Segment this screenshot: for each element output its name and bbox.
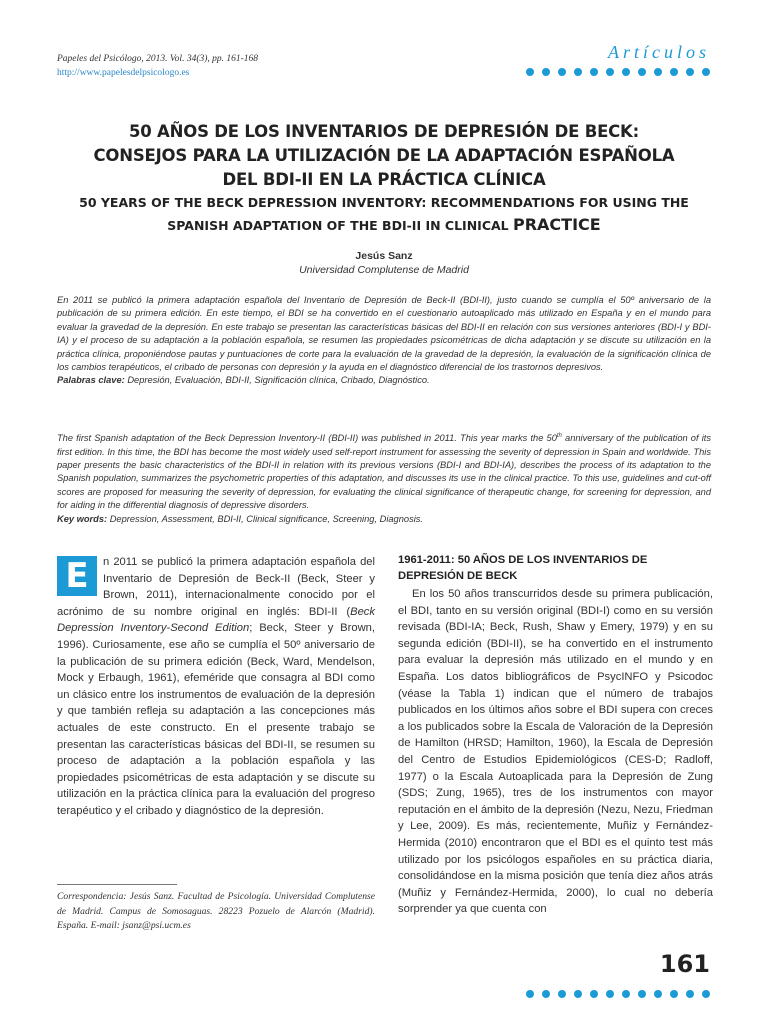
drop-cap: E [57,556,97,596]
intro-text-a: n 2011 se publicó la primera adaptación española del Inventario de Depresión de Beck-II (Beck, Steer y Brown, 2011), internacionalmente conocido por el acrónimo de su nombre original en inglés: BDI-II ( [57,556,375,618]
title-en-line-2-text: SPANISH ADAPTATION OF THE BDI-II IN CLINICAL [167,218,509,233]
title-en-line-2 [60,214,708,237]
section-heading: 1961-2011: 50 AÑOS DE LOS INVENTARIOS DE DEPRESIÓN DE BECK [398,554,648,582]
correspondence-note: Correspondencia: Jesús Sanz. Facultad de Psicología. Universidad Complutense de Madrid. Campus de Somosaguas. 28223 Pozuelo de Alarcón (Madrid). España. E-mail: jsanz@psi.ucm.es [57,891,375,931]
body-column-left [57,554,375,820]
body-column-right [398,552,713,918]
title-es-line-2: CONSEJOS PARA LA UTILIZACIÓN DE LA ADAPTACIÓN ESPAÑOLA [93,146,675,165]
abstract-en-text: The first Spanish adaptation of the Beck Depression Inventory-II (BDI-II) was published in 2011. This year marks the 50th anniversary of the publication of its first edition. In this time, the BDI has become the most widely used self-report instrument for assessing the severity of depression in Spain and worldwide. This paper presents the basic characteristics of the BDI-II in relation with its previous versions (BDI-I and BDI-IA), describes the process of its adaptation to the Spanish population, summarizes the psychometric properties of this adaptation, and discusses its use in the clinical practice. To this use, guidelines and cut-off scores are proposed for measuring the severity of depression, for evaluating the clinical significance of therapeutic change, for screening for depression, and for aiding in the differential diagnosis of depressive disorders. [57,433,712,511]
title-english [60,192,708,237]
journal-reference [57,52,258,80]
intro-text-b: ; Beck, Steer y Brown, 1996). Curiosamente, ese año se cumplía el 50º aniversario de la publicación de su primera edición (Beck, Ward, Mendelson, Mock y Erbaugh, 1961), efeméride que consagra al BDI como un clásico entre los instrumentos de evaluación de la depresión y que también refleja su adaptación a las concepciones más actuales de este constructo. En el presente trabajo se presentan las características básicas del BDI-II, se resumen su proceso de adaptación a la población española y las propiedades psicométricas de esta adaptación y se discute su utilización en la práctica clínica para la evaluación del progreso terapéutico y el cribado y diagnóstico de la depresión. [57,622,375,817]
keywords-es-text: Depresión, Evaluación, BDI-II, Significación clínica, Cribado, Diagnóstico. [127,375,430,386]
author-affiliation: Universidad Complutense de Madrid [299,264,469,276]
journal-citation: Papeles del Psicólogo, 2013. Vol. 34(3), pp. 161-168 [57,54,259,64]
abstract-english [57,430,711,526]
title-en-line-2-end: PRACTICE [513,215,601,234]
footnote-divider [57,884,177,885]
top-dots-decoration [526,68,710,76]
author-name: Jesús Sanz [355,250,413,262]
keywords-en-text: Depression, Assessment, BDI-II, Clinical significance, Screening, Diagnosis. [109,513,424,524]
page-number: 161 [659,950,710,978]
title-es-line-3: DEL BDI-II EN LA PRÁCTICA CLÍNICA [222,170,546,189]
title-spanish [60,120,708,192]
abstract-spanish [57,294,711,388]
keywords-spanish [57,374,711,387]
section-paragraph: En los 50 años transcurridos desde su primera publicación, el BDI, tanto en su versión original (BDI-I) como en su versión revisada (BDI-IA; Beck, Rush, Shaw y Emery, 1979) y en su segunda edición (BDI-II), se ha convertido en el instrumento para evaluar la depresión más utilizado en el mundo y en España. Los datos bibliográficos de PsycINFO y Psicodoc (véase la Tabla 1) indican que el número de trabajos publicados en los últimos años sobre el BDI supera con creces a los publicados sobre la Escala de Valoración de la Depresión de Hamilton (HRSD; Hamilton, 1960), la Escala de Depresión del Centro de Estudios Epidemiológicos (CES-D; Radloff, 1977) o la Escala Autoaplicada para la Depresión de Zung (SDS; Zung, 1965), tres de los instrumentos con mayor reputación en el ámbito de la depresión (Nezu, Nezu, Friedman y Lee, 2009). Es más, recientemente, Muñiz y Fernández-Hermida (2010) encontraron que el BDI es el quinto test más utilizado por los psicólogos españoles en su práctica diaria, consolidándose en la misma posición que tenía diez años atrás (Muñiz y Fernández-Hermida, 2000), lo cual no debería sorprender ya que cuenta con [398,588,713,916]
keywords-es-label: Palabras clave: [57,375,125,386]
journal-url[interactable]: http://www.papelesdelpsicologo.es [57,68,190,78]
keywords-en-label: Key words: [57,513,108,524]
title-en-line-1: 50 YEARS OF THE BECK DEPRESSION INVENTORY: RECOMMENDATIONS FOR USING THE [79,195,689,210]
section-label: Artículos [608,42,710,62]
intro-text-italic: Beck Depression Inventory-Second Edition [57,605,375,635]
abstract-es-text: En 2011 se publicó la primera adaptación española del Inventario de Depresión de Beck-II (BDI-II), justo cuando se cumplía el 50º aniversario de la publicación de su primera edición. En este tiempo, el BDI se ha convertido en el cuestionario autoaplicado más utilizado en España y en el mundo para evaluar la gravedad de la depresión. En este trabajo se presentan las características básicas del BDI-II en relación con sus versiones anteriores (BDI-I y BDI-IA) y el proceso de su adaptación a la población española, se resumen las propiedades psicométricas de dicha adaptación y se discute su utilización en la práctica clínica, proponiéndose pautas y puntuaciones de corte para la evaluación de la gravedad de la depresión, la evaluación de la significación clínica de los cambios terapéuticos, el cribado de personas con depresión y la ayuda en el diagnóstico diferencial de los trastornos depresivos. [57,295,711,373]
keywords-english [57,513,711,526]
bottom-dots-decoration [526,990,710,998]
title-es-line-1: 50 AÑOS DE LOS INVENTARIOS DE DEPRESIÓN DE BECK: [128,122,640,141]
